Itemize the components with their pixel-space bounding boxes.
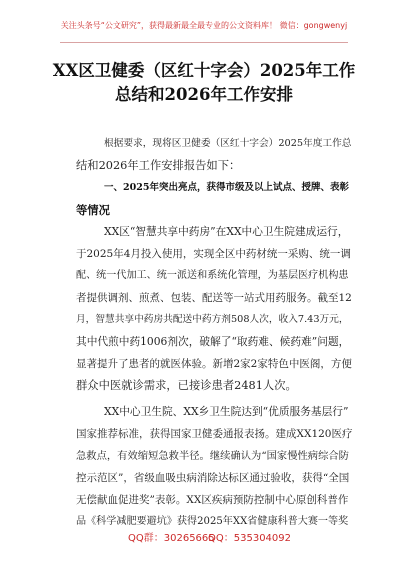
section-heading-line: 一、2025年突出亮点，获得市级及以上试点、授牌、表彰 xyxy=(104,182,349,193)
body-line: 急救点，有效缩短急救半径。继续确认为“国家慢性病综合防 xyxy=(76,450,349,462)
body-line: 国家推荐标准，获得国家卫健委通报表扬。建成XX120医疗 xyxy=(76,428,353,440)
document-title-line-2: 总结和2026年工作安排 xyxy=(115,85,293,104)
document-title-line-1: XX区卫健委（区红十字会）2025年工作 xyxy=(52,61,356,80)
body-line: 结和2026年工作安排报告如下： xyxy=(76,159,241,172)
body-line: 月，智慧共享中药房共配送中药方剂508人次，收入7.43万元， xyxy=(76,314,349,325)
body-line: 控示范区”，省级血吸虫病消除达标区通过验收，获得“全国 xyxy=(76,472,350,484)
body-line: 配、统一代加工、统一派送和系统化管理，为基层医疗机构患 xyxy=(76,270,349,281)
body-line: 显著提升了患者的就医体验。新增2家2家特色中医阁，方便 xyxy=(76,358,352,370)
body-line: XX中心卫生院、XX乡卫生院达到“优质服务基层行” xyxy=(104,405,349,418)
top-banner: 关注头条号“公文研究”，获得最新最全最专业的公文资料库！ 微信：gongwenyj xyxy=(60,21,348,30)
body-line: XX区“智慧共享中药房”在XX中心卫生院建成运行， xyxy=(104,225,349,238)
footer-qq-group: QQ群：30265665 xyxy=(128,533,215,544)
body-line: 者提供调剂、煎煮、包装、配送等一站式用药服务。截至12 xyxy=(76,292,352,304)
body-line: 根据要求，现将区卫健委（区红十字会）2025年度工作总 xyxy=(104,138,352,149)
banner-divider xyxy=(60,42,348,43)
body-line: 其中代煎中药1006剂次，破解了“取药难、候药难”问题， xyxy=(76,335,350,348)
body-line: 于2025年4月投入使用，实现全区中药材统一采购、统一调 xyxy=(76,248,351,260)
section-heading-line: 等情况 xyxy=(76,203,110,217)
body-line: 无偿献血促进奖”表彰。XX区疾病预防控制中心原创科普作 xyxy=(76,494,349,506)
body-line: 群众中医就诊需求，已接诊患者2481人次。 xyxy=(76,379,297,392)
footer-qq-contact: QQ：535304092 xyxy=(208,533,292,544)
body-line: 品《科学减肥要避坑》获得2025年XX省健康科普大赛一等奖 xyxy=(76,516,349,527)
